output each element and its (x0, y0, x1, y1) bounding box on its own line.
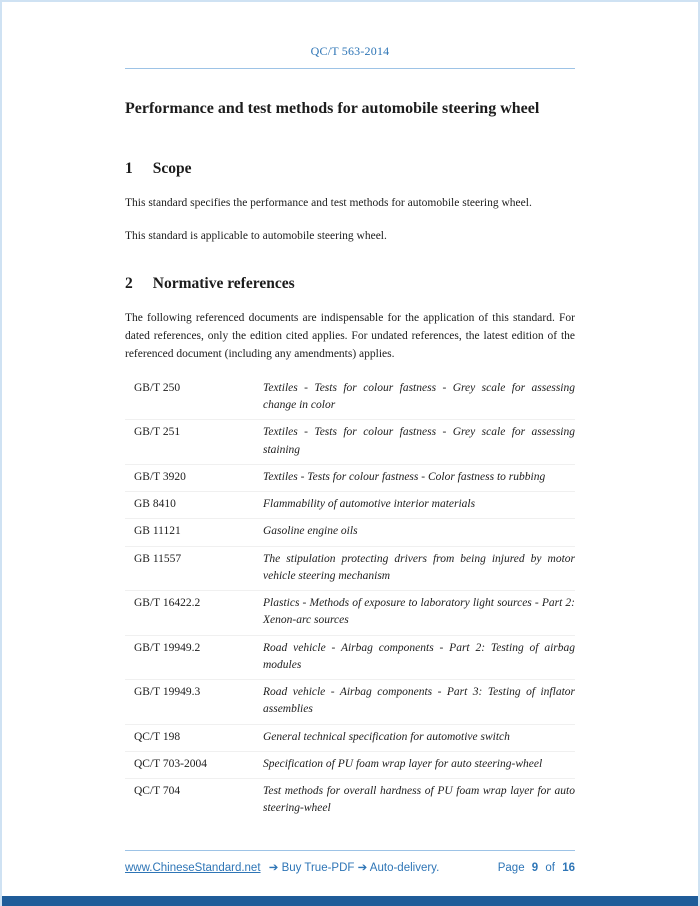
reference-row (125, 492, 575, 519)
reference-code: GB/T 251 (134, 426, 181, 439)
page-label: Page (497, 862, 525, 874)
reference-code: GB 8410 (134, 498, 176, 511)
of-label: of (545, 862, 555, 874)
reference-row (125, 591, 575, 636)
footer-website-link[interactable]: www.ChineseStandard.net (125, 862, 261, 874)
references-table (125, 376, 575, 823)
section-2-title: Normative references (152, 275, 295, 293)
section-1-title: Scope (152, 159, 192, 177)
header-doc-code: QC/T 563-2014 (310, 44, 390, 58)
reference-title: Textiles - Tests for colour fastness - Color fastness to rubbing (263, 470, 546, 483)
footer-rule (125, 850, 575, 851)
reference-title: Road vehicle - Airbag components - Part 3: Testing of inflator assemblies (263, 686, 575, 716)
reference-title: Road vehicle - Airbag components - Part 2: Testing of airbag modules (263, 641, 575, 671)
reference-title: Gasoline engine oils (263, 525, 358, 538)
reference-code: GB/T 19949.2 (134, 641, 201, 654)
page-number: 9 (531, 862, 539, 874)
bottom-bar (2, 896, 698, 906)
reference-code: QC/T 703-2004 (134, 757, 207, 770)
normative-intro-paragraph: The following referenced documents are indispensable for the application of this standard. For dated references, only the edition cited applies. For undated references, the latest edition of the referenced document (including any amendments) applies. (125, 312, 575, 361)
scope-paragraph-1: This standard specifies the performance and test methods for automobile steering wheel. (125, 196, 532, 209)
reference-title: Specification of PU foam wrap layer for auto steering-wheel (263, 757, 543, 770)
reference-row (125, 519, 575, 546)
reference-row (125, 376, 575, 421)
reference-row (125, 779, 575, 823)
reference-row (125, 752, 575, 779)
section-2-heading (125, 275, 575, 293)
scope-paragraph-2: This standard is applicable to automobile steering wheel. (125, 229, 387, 242)
reference-title: Test methods for overall hardness of PU foam wrap layer for auto steering-wheel (263, 785, 575, 815)
reference-code: GB/T 250 (134, 381, 181, 394)
footer-promo-line (125, 860, 439, 874)
section-1-number: 1 (125, 159, 133, 177)
header-rule (125, 68, 575, 69)
total-pages: 16 (562, 862, 575, 874)
reference-title: Textiles - Tests for colour fastness - Grey scale for assessing staining (263, 426, 575, 456)
reference-title: General technical specification for automotive switch (263, 730, 510, 743)
reference-code: GB/T 3920 (134, 470, 186, 483)
reference-title: The stipulation protecting drivers from being injured by motor vehicle steering mechanism (263, 552, 575, 582)
reference-row (125, 420, 575, 465)
page-indicator (494, 862, 575, 874)
document-title: Performance and test methods for automobile steering wheel (125, 100, 540, 117)
section-1-heading (125, 160, 575, 178)
reference-row (125, 465, 575, 492)
reference-code: GB 11557 (134, 552, 182, 565)
reference-title: Plastics - Methods of exposure to laboratory light sources - Part 2: Xenon-arc sources (263, 597, 575, 627)
reference-row (125, 725, 575, 752)
reference-title: Textiles - Tests for colour fastness - Grey scale for assessing change in color (263, 381, 575, 412)
section-2-number: 2 (125, 275, 133, 293)
reference-row (125, 636, 575, 681)
reference-row (125, 680, 575, 725)
reference-code: GB/T 19949.3 (134, 686, 201, 699)
reference-title: Flammability of automotive interior materials (263, 498, 476, 511)
footer-promo-text: ➔ Buy True-PDF ➔ Auto-delivery. (268, 862, 440, 874)
reference-code: QC/T 198 (134, 730, 181, 743)
page-footer (125, 850, 575, 874)
reference-code: GB 11121 (134, 525, 181, 538)
reference-row (125, 547, 575, 592)
reference-code: GB/T 16422.2 (134, 597, 201, 610)
reference-code: QC/T 704 (134, 785, 181, 798)
